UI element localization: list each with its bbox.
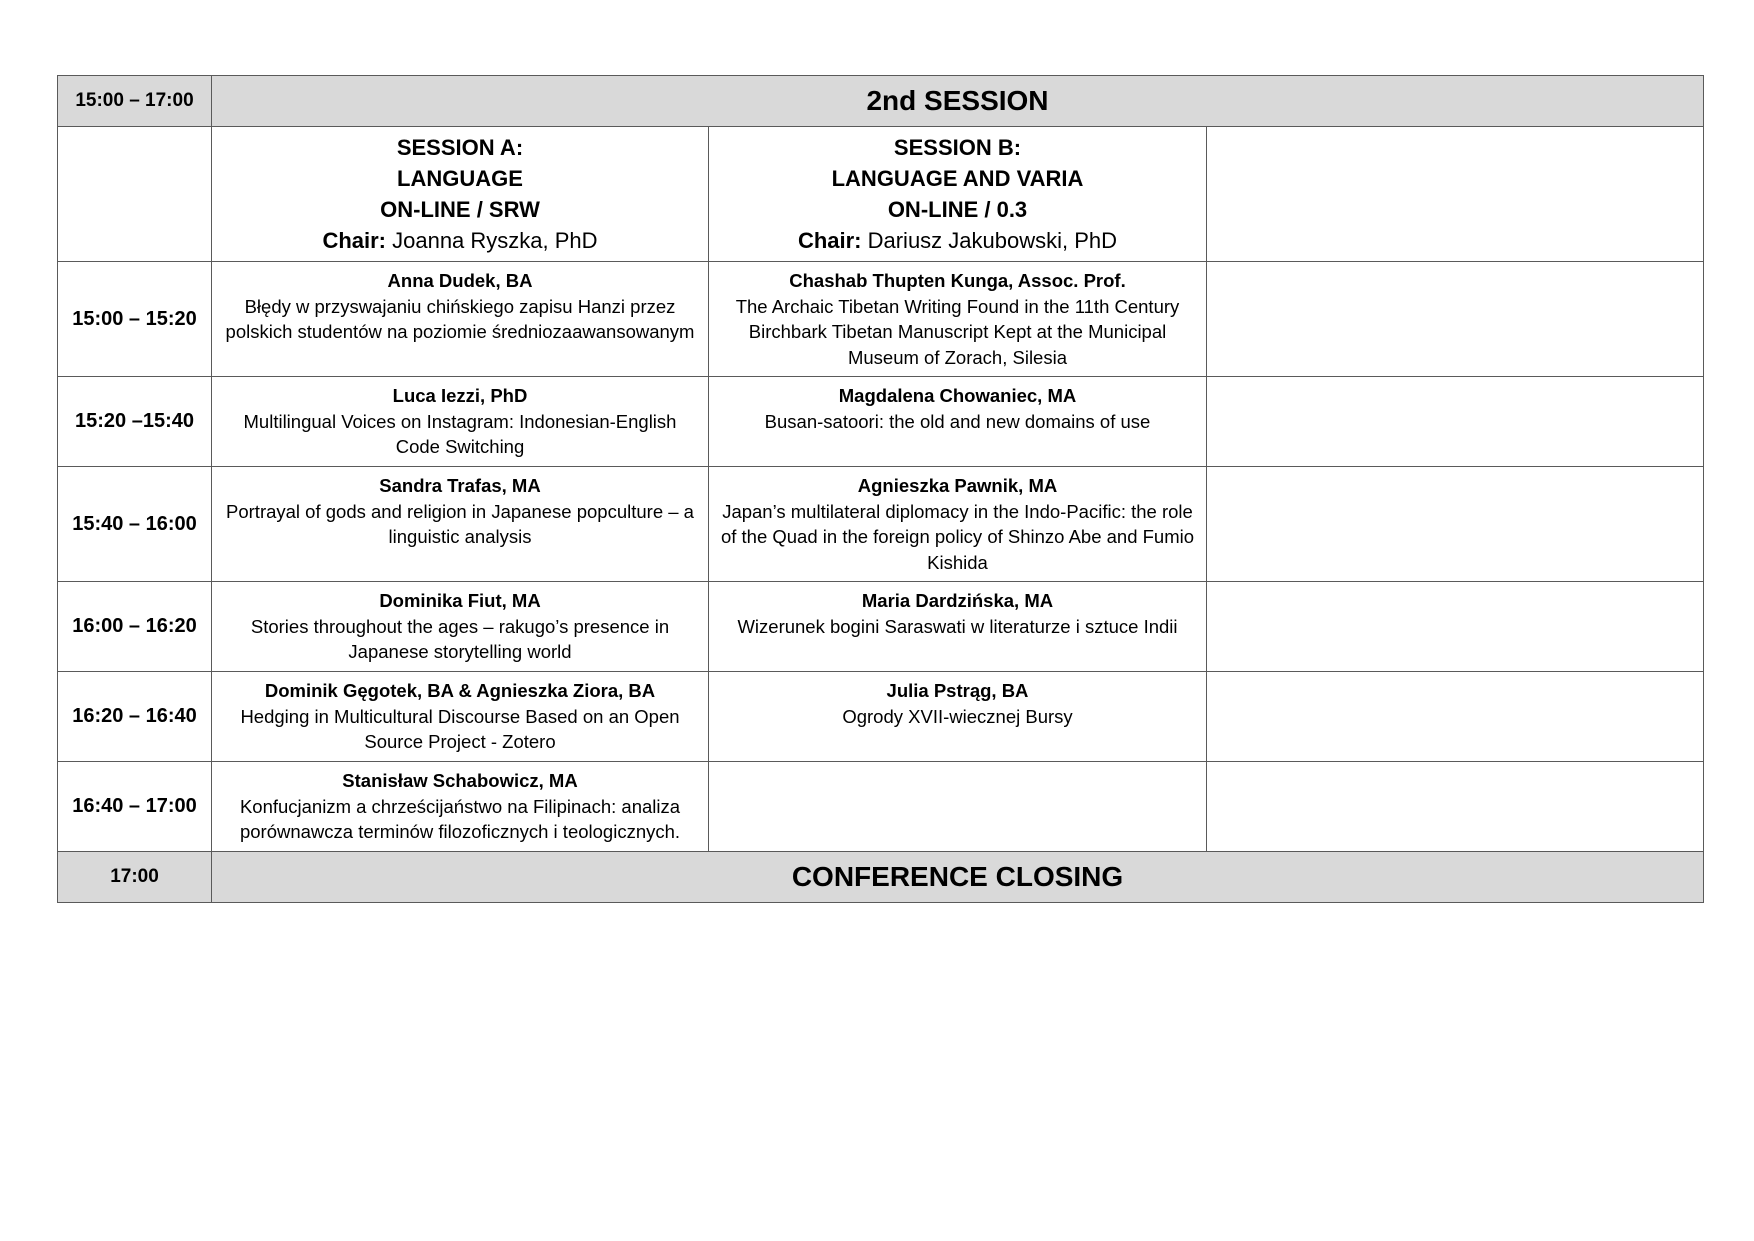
talk-title: Wizerunek bogini Saraswati w literaturze i sztuce Indii (737, 615, 1178, 637)
session-b-label: SESSION B: (893, 135, 1022, 160)
session-b-talk (709, 672, 1207, 762)
empty-track-cell (1207, 377, 1704, 467)
session-a-talk (212, 377, 709, 467)
speaker-name: Julia Pstrąg, BA (886, 680, 1029, 701)
talk-title: Japan’s multilateral diplomacy in the Indo-Pacific: the role of the Quad in the foreign policy of Shinzo Abe and Fumio Kishida (720, 500, 1195, 573)
talk-title: Busan-satoori: the old and new domains of use (764, 410, 1151, 432)
session-a-talk (212, 467, 709, 582)
speaker-name: Luca Iezzi, PhD (392, 385, 528, 406)
session-a-label: SESSION A: (396, 135, 524, 160)
session-b-room: ON-LINE / 0.3 (887, 197, 1028, 222)
session-tracks-row (58, 127, 1704, 262)
empty-track-cell (1207, 467, 1704, 582)
session-a-talk (212, 262, 709, 377)
table-row (58, 377, 1704, 467)
talk-title: Multilingual Voices on Instagram: Indonesian-English Code Switching (243, 410, 677, 457)
table-row (58, 672, 1704, 762)
empty-track-cell (1207, 262, 1704, 377)
speaker-name: Anna Dudek, BA (387, 270, 533, 291)
session-b-talk (709, 262, 1207, 377)
session-title: 2nd SESSION (212, 76, 1704, 127)
table-row (58, 762, 1704, 852)
talk-title: The Archaic Tibetan Writing Found in the 11th Century Birchbark Tibetan Manuscript Kept at the Municipal Museum of Zorach, Silesia (735, 295, 1180, 368)
table-row (58, 467, 1704, 582)
speaker-name: Magdalena Chowaniec, MA (838, 385, 1077, 406)
chair-label: Chair: (797, 228, 862, 253)
speaker-name: Sandra Trafas, MA (379, 475, 541, 496)
talk-title: Hedging in Multicultural Discourse Based on an Open Source Project - Zotero (240, 705, 680, 752)
speaker-name: Stanisław Schabowicz, MA (342, 770, 578, 791)
closing-time: 17:00 (58, 852, 212, 903)
session-b-talk (709, 762, 1207, 852)
talk-title: Błędy w przyswajaniu chińskiego zapisu Hanzi przez polskich studentów na poziomie średniozaawansowanym (225, 295, 695, 342)
slot-time: 15:00 – 15:20 (58, 262, 212, 377)
schedule-table (57, 75, 1704, 903)
closing-row (58, 852, 1704, 903)
slot-time: 15:20 –15:40 (58, 377, 212, 467)
chair-name: Dariusz Jakubowski, PhD (861, 228, 1118, 253)
speaker-name: Dominika Fiut, MA (379, 590, 541, 611)
speaker-name: Maria Dardzińska, MA (861, 590, 1054, 611)
session-header-row (58, 76, 1704, 127)
session-a-room: ON-LINE / SRW (380, 197, 540, 222)
session-b-talk (709, 377, 1207, 467)
talk-title: Stories throughout the ages – rakugo’s presence in Japanese storytelling world (250, 615, 670, 662)
empty-time-cell (58, 127, 212, 262)
speaker-name: Agnieszka Pawnik, MA (857, 475, 1058, 496)
slot-time: 16:40 – 17:00 (58, 762, 212, 852)
table-row (58, 582, 1704, 672)
session-b-talk (709, 467, 1207, 582)
chair-name: Joanna Ryszka, PhD (386, 228, 598, 253)
empty-track-cell (1207, 582, 1704, 672)
session-b-header (709, 127, 1207, 262)
slot-time: 16:00 – 16:20 (58, 582, 212, 672)
table-row (58, 262, 1704, 377)
session-a-topic: LANGUAGE (397, 166, 523, 191)
speaker-name: Dominik Gęgotek, BA & Agnieszka Ziora, BA (264, 680, 656, 701)
session-a-header (212, 127, 709, 262)
closing-title: CONFERENCE CLOSING (212, 852, 1704, 903)
session-b-topic: LANGUAGE AND VARIA (831, 166, 1084, 191)
talk-title: Ogrody XVII-wiecznej Bursy (842, 705, 1073, 727)
session-a-chair (222, 225, 698, 256)
slot-time: 15:40 – 16:00 (58, 467, 212, 582)
session-a-talk (212, 582, 709, 672)
speaker-name: Chashab Thupten Kunga, Assoc. Prof. (789, 270, 1126, 291)
talk-title: Konfucjanizm a chrześcijaństwo na Filipinach: analiza porównawcza terminów filozoficznych i teologicznych. (239, 795, 681, 842)
empty-track-cell (1207, 762, 1704, 852)
session-time: 15:00 – 17:00 (58, 76, 212, 127)
chair-label: Chair: (322, 228, 386, 253)
session-b-chair (719, 225, 1196, 256)
session-a-talk (212, 672, 709, 762)
empty-track-cell (1207, 672, 1704, 762)
talk-title: Portrayal of gods and religion in Japanese popculture – a linguistic analysis (226, 500, 694, 547)
session-b-talk (709, 582, 1207, 672)
slot-time: 16:20 – 16:40 (58, 672, 212, 762)
session-a-talk (212, 762, 709, 852)
empty-track-cell (1207, 127, 1704, 262)
